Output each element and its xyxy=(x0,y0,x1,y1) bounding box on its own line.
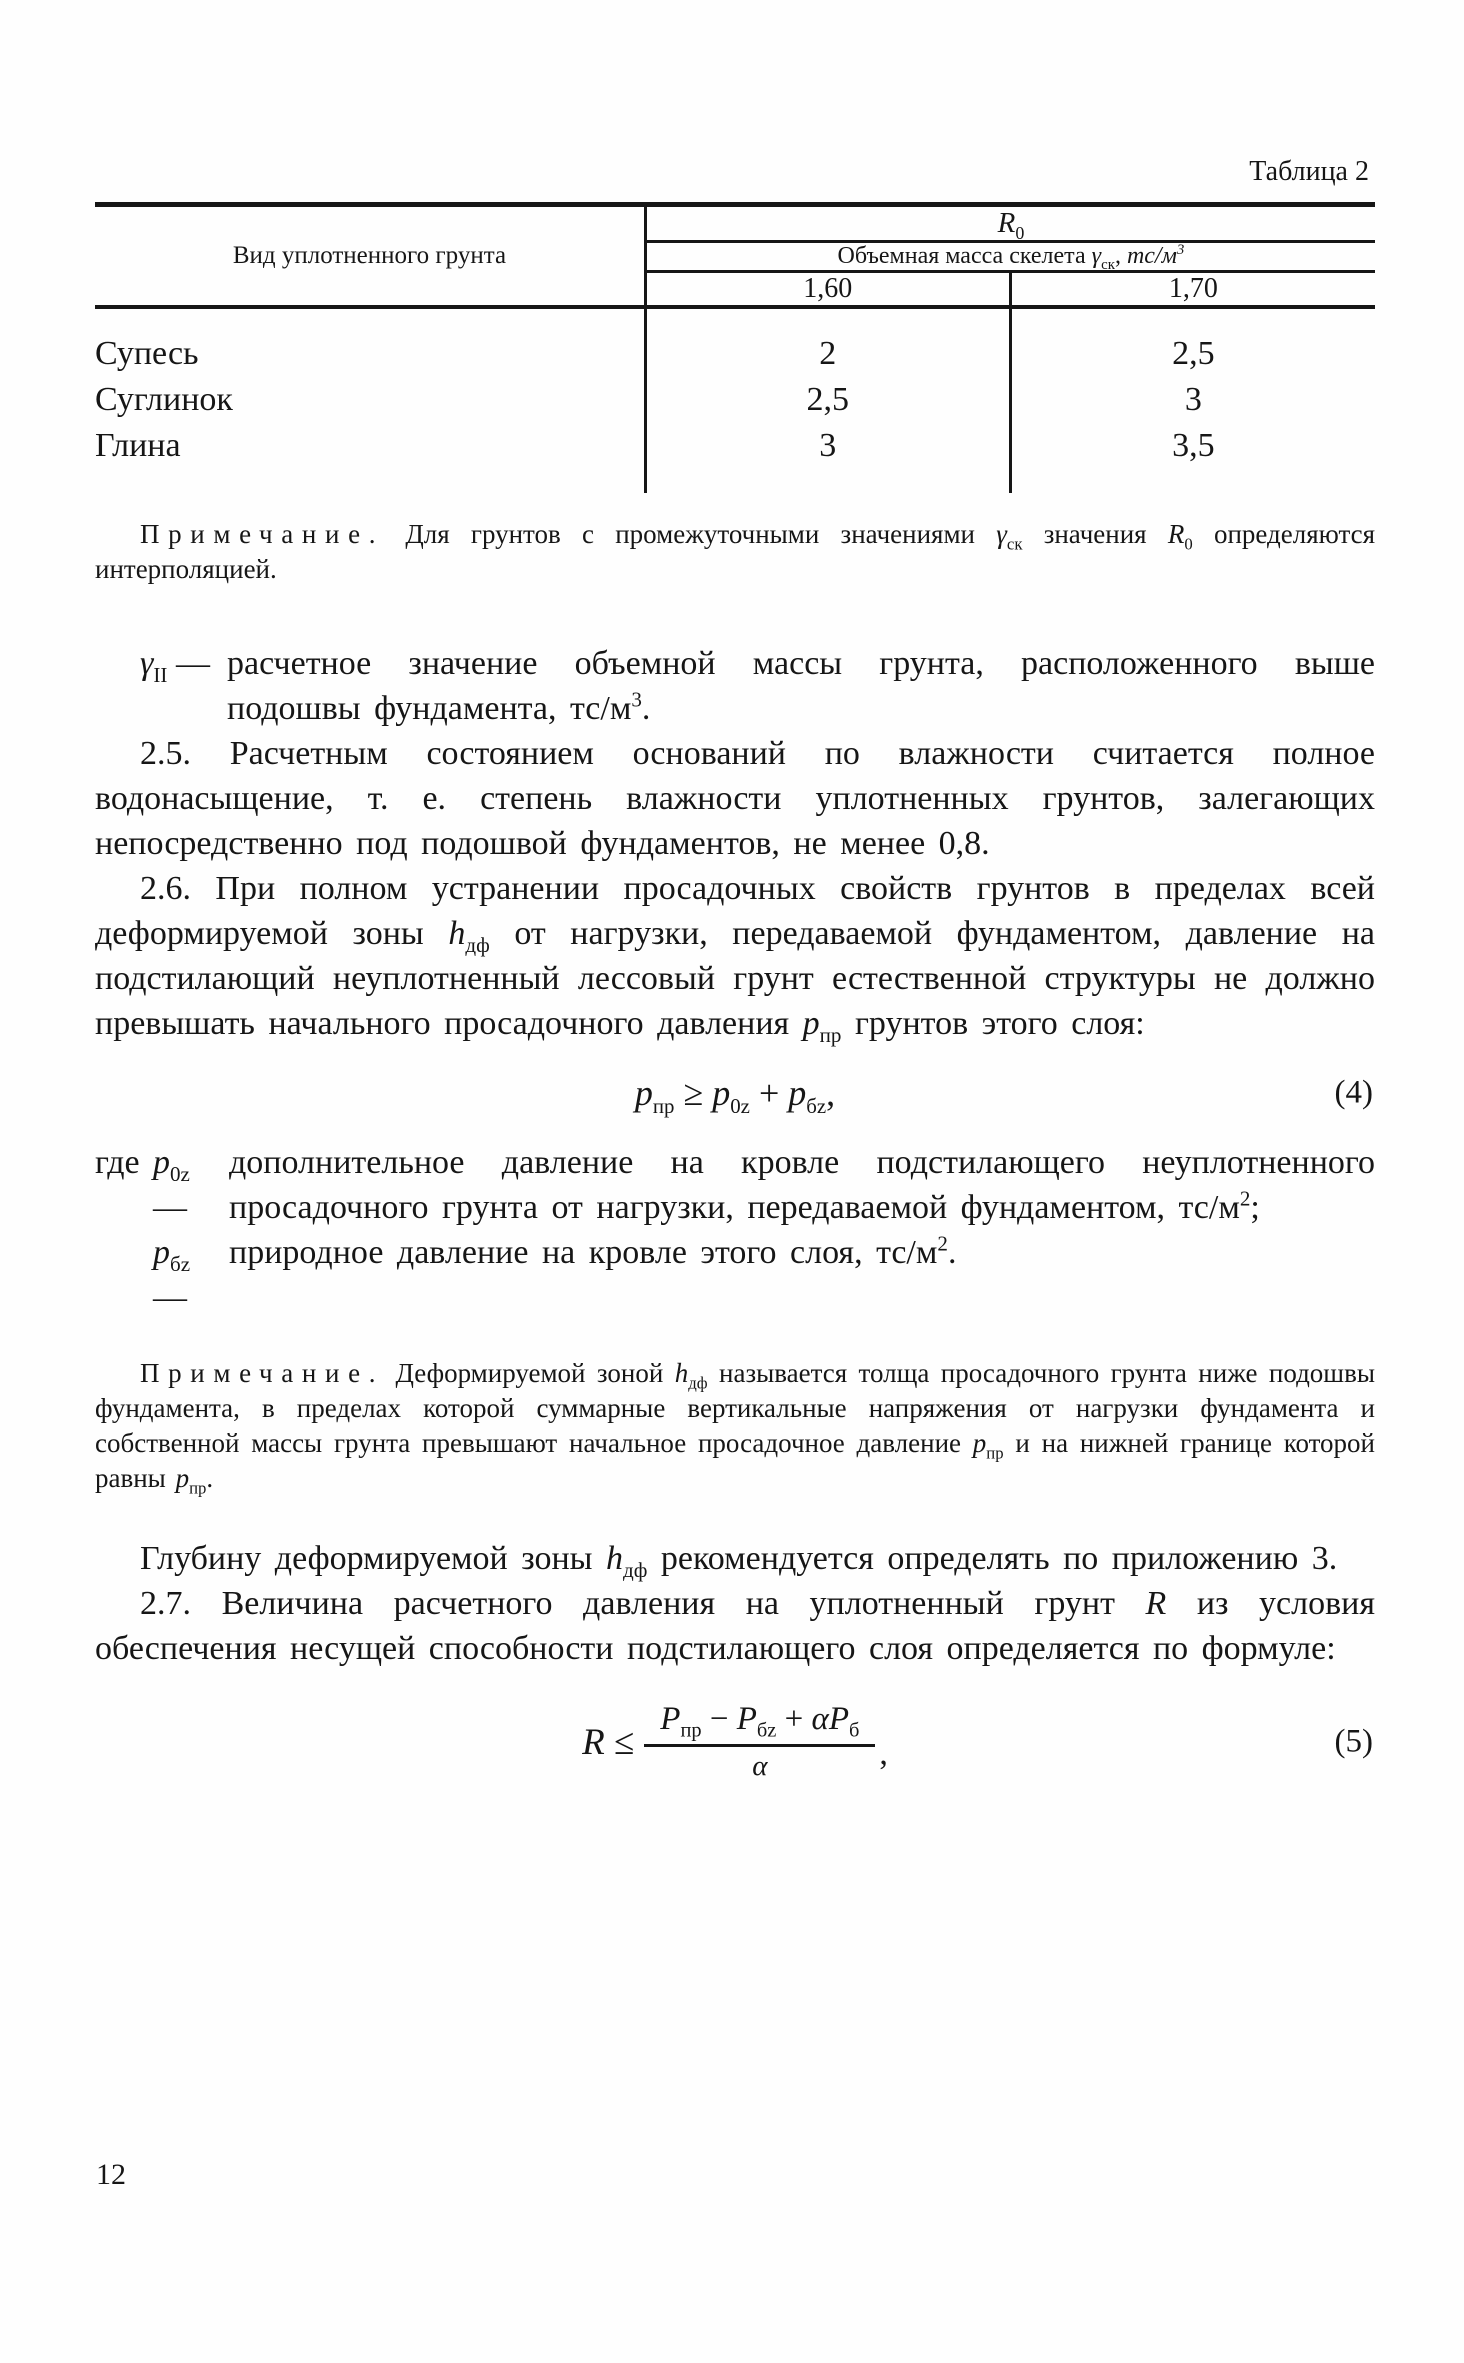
definition-pbz: природное давление на кровле этого слоя, $тс/м^2$. xyxy=(229,1231,957,1271)
note-deformable-zone: Примечание. Деформируемой зоной $h_{дф}$ называется толща просадочного грунта ниже подошвы фундамента, в пределах которой суммарные вертикальные напряжения от нагрузки фундамента и собственной массы грунта превышают начальное просадочное давление $p_{пр}$ и на нижней границе которой равны $p_{пр}$. xyxy=(95,1358,1375,1498)
value-1-70: 3 xyxy=(1010,377,1375,423)
formula-4-expression: $p_{пр} \ge p_{0z} + p_{бz}$, xyxy=(634,1073,836,1119)
definition-row xyxy=(95,1230,1375,1320)
definition-p0z: дополнительное давление на кровле подстилающего неуплотненного просадочного грунта от нагрузки, передаваемой фундаментом, $тс/м^2$; xyxy=(229,1144,1375,1226)
value-1-60: 2,5 xyxy=(806,381,850,418)
soil-table xyxy=(95,202,1375,493)
paragraph-2-6: 2.6. При полном устранении просадочных свойств грунтов в пределах всей деформируемой зоны $h_{дф}$ от нагрузки, передаваемой фундаментом, давление на подстилающий неуплотненный лессовый грунт естественной структуры не должно превышать начального просадочного давления $p_{пр}$ грунтов этого слоя: xyxy=(95,870,1375,1047)
table-caption: Таблица 2 xyxy=(1249,156,1369,187)
column-header-soil-type: Вид уплотненного грунта xyxy=(95,205,645,308)
value-1-60: 2 xyxy=(819,335,837,372)
paragraph-2-7: 2.7. Величина расчетного давления на уплотненный грунт R из условия обеспечения несущей способности подстилающего слоя определяется по формуле: xyxy=(95,1585,1375,1667)
value-1-60: 3 xyxy=(819,427,837,464)
table-note: Примечание. Для грунтов с промежуточными значениями $\gamma_{ск}$ значения $R_0$ определяются интерполяцией. xyxy=(95,519,1375,584)
table-row xyxy=(95,377,1375,423)
soil-name: Супесь xyxy=(95,307,645,377)
soil-name: Суглинок xyxy=(95,377,645,423)
formula-4 xyxy=(95,1072,1375,1119)
formula-5-comma: , xyxy=(879,1735,888,1772)
value-1-70: 3,5 xyxy=(1010,423,1375,493)
formula-4-number: (4) xyxy=(1334,1074,1373,1111)
formula-5-number: (5) xyxy=(1334,1723,1373,1760)
fraction-denominator: α xyxy=(644,1744,875,1783)
column-header-skeleton-mass: Объемная масса скелета $\gamma_{ск}$, $тс/м^3$ xyxy=(645,242,1375,272)
paragraph-depth: Глубину деформируемой зоны $h_{дф}$ рекомендуется определять по приложению 3. xyxy=(140,1540,1338,1582)
table-row xyxy=(95,423,1375,493)
table-row xyxy=(95,307,1375,377)
where-definitions xyxy=(95,1140,1375,1320)
column-header-1-70: 1,70 xyxy=(1010,272,1375,308)
gamma-symbol: $\gamma_{II}$ — xyxy=(140,645,210,687)
where-word: где xyxy=(95,1144,140,1181)
definition-row xyxy=(95,1140,1375,1230)
column-header-1-60: 1,60 xyxy=(645,272,1010,308)
symbol-p0z: $p_{0z}$ — xyxy=(153,1144,190,1226)
formula-5 xyxy=(95,1701,1375,1783)
page-number: 12 xyxy=(96,2158,126,2191)
value-1-70: 2,5 xyxy=(1010,307,1375,377)
formula-5-expression xyxy=(582,1701,888,1783)
formula-5-lhs: R ≤ xyxy=(582,1721,635,1763)
symbol-pbz: $p_{бz}$ — xyxy=(153,1234,191,1316)
gamma-definition xyxy=(95,641,1375,731)
fraction xyxy=(644,1701,875,1783)
fraction-numerator: $P_{пр} - P_{бz} + \alpha P_б$ xyxy=(660,1701,860,1742)
paragraph-2-5: 2.5. Расчетным состоянием оснований по влажности считается полное водонасыщение, т. е. степень влажности уплотненных грунтов, залегающих непосредственно под подошвой фундаментов, не менее 0,8. xyxy=(95,735,1375,862)
column-header-r0: $R_0$ xyxy=(645,205,1375,242)
gamma-definition-text: расчетное значение объемной массы грунта, расположенного выше подошвы фундамента, $тс/м^3$. xyxy=(227,645,1375,727)
spacer xyxy=(95,1230,153,1320)
soil-name: Глина xyxy=(95,423,645,493)
